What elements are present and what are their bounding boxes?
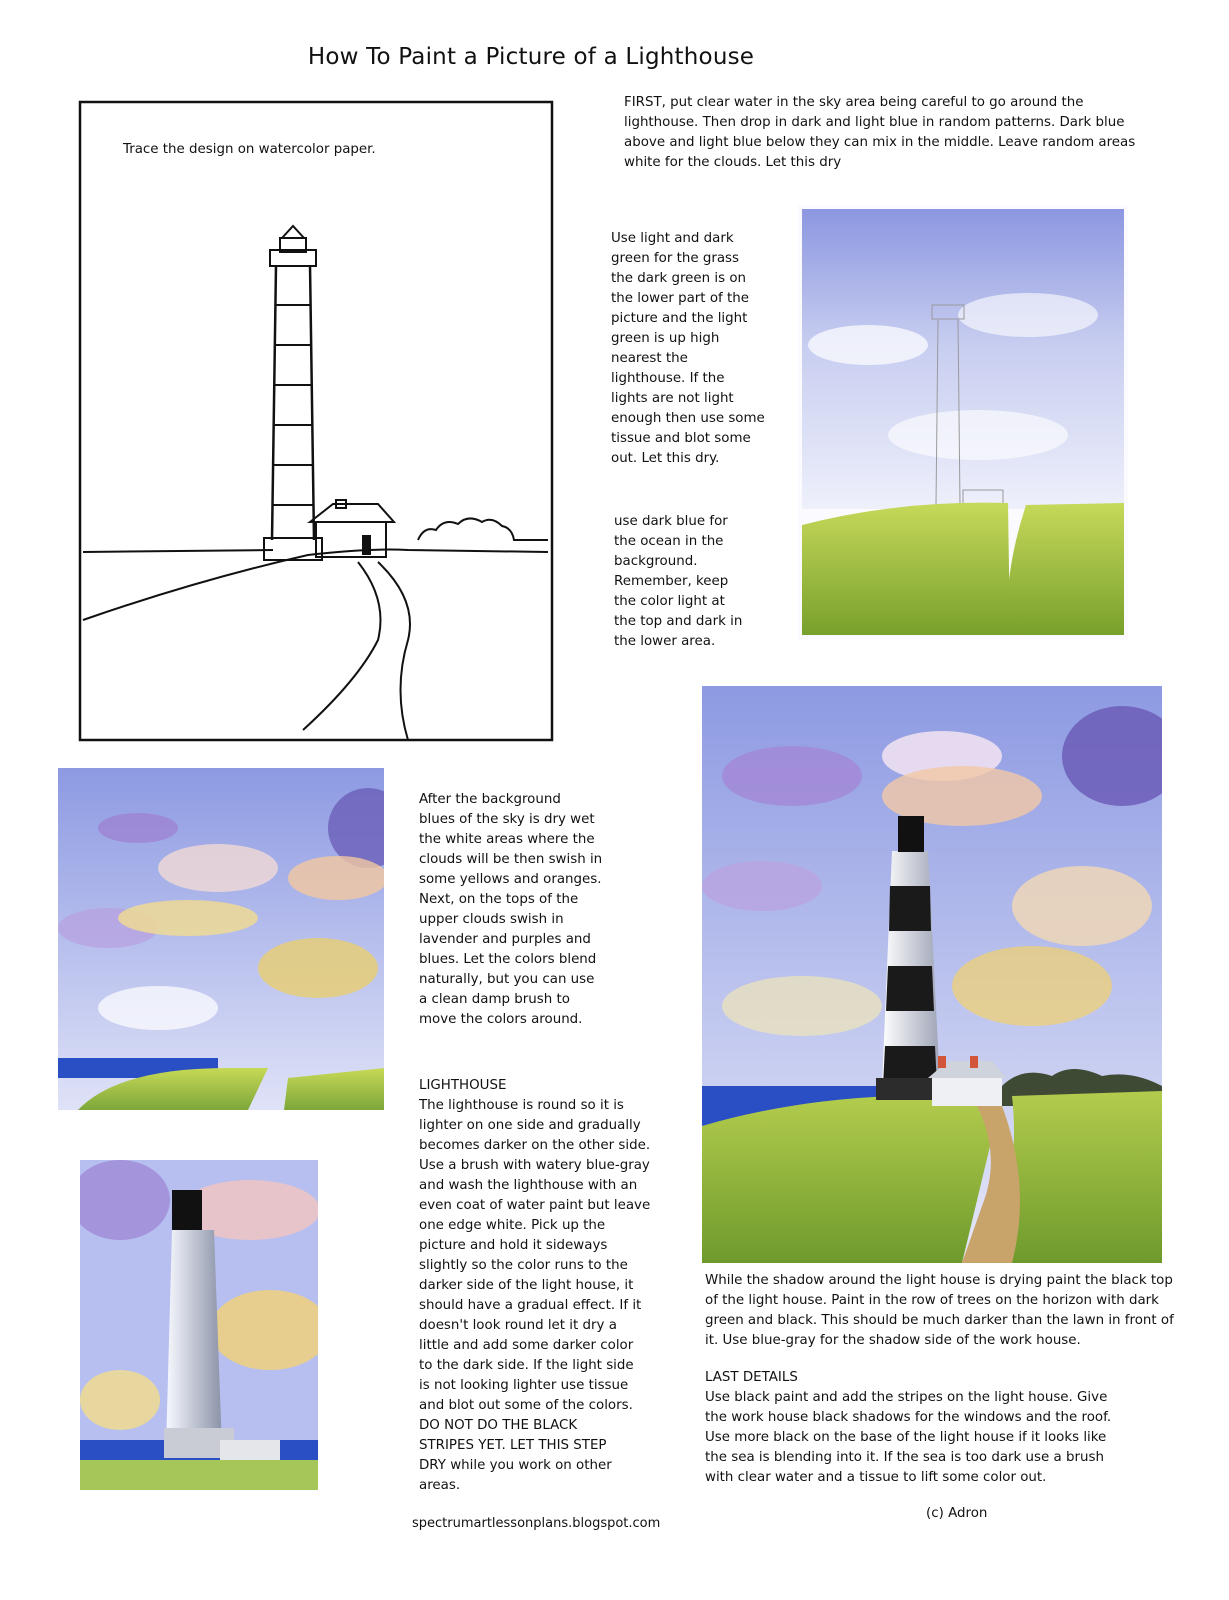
grass-step-text: Use light and dark green for the grass the dark green is on the lower part of the picture and the light green is up high nearest the lighthouse. If the lights are not light enough then use some tissue and blot some out. Let this dry. bbox=[611, 231, 765, 466]
clouds-step-text: After the background blues of the sky is dry wet the white areas where the clouds will be then swish in some yellows and oranges. Next, on the tops of the upper clouds swish in lavender and purples and blues. Let the colors blend naturally, but you can use a clean damp brush to move the colors around. bbox=[419, 792, 603, 1027]
line-drawing-figure bbox=[78, 100, 558, 746]
step-2-painting bbox=[58, 768, 384, 1110]
shadow-step-text: While the shadow around the light house is drying paint the black top of the light house. Paint in the row of trees on the horizon with dark green and black. This should be much darker than the lawn in front of it. Use blue-gray for the shadow side of the work house. bbox=[705, 1273, 1174, 1348]
page-title: How To Paint a Picture of a Lighthouse bbox=[307, 44, 755, 70]
lighthouse-step-text: LIGHTHOUSE The lighthouse is round so it is lighter on one side and gradually becomes darker on the other side. Use a brush with watery blue-gray and wash the lighthouse with an even coat of water paint but leave one edge white. Pick up the picture and hold it sideways slightly so the color runs to the darker side of the light house, it should have a gradual effect. If it doesn't look round let it dry a little and add some darker color to the dark side. If the light side is not looking lighter use tissue and blot out some of the colors. DO NOT DO THE BLACK STRIPES YET. LET THIS STEP DRY while you work on other areas. bbox=[419, 1078, 651, 1493]
website-credit: spectrumartlessonplans.blogspot.com bbox=[412, 1516, 661, 1531]
final-painting bbox=[702, 686, 1162, 1263]
first-step-text: FIRST, put clear water in the sky area being careful to go around the lighthouse. Then drop in dark and light blue in random patterns. Dark blue above and light blue below they can mix in the middle. Leave random areas white for the clouds. Let this dry bbox=[624, 95, 1136, 170]
last-details-text: LAST DETAILS Use black paint and add the stripes on the light house. Give the work house black shadows for the windows and the roof. Use more black on the base of the light house if it looks like the sea is blending into it. If the sea is too dark use a brush with clear water and a tissue to lift some color out. bbox=[705, 1370, 1112, 1485]
trace-instruction: Trace the design on watercolor paper. bbox=[123, 142, 376, 157]
copyright: (c) Adron bbox=[926, 1506, 988, 1521]
step-1-painting bbox=[798, 205, 1128, 640]
ocean-step-text: use dark blue for the ocean in the background. Remember, keep the color light at the top and dark in the lower area. bbox=[614, 514, 743, 649]
step-3-painting bbox=[80, 1160, 318, 1490]
